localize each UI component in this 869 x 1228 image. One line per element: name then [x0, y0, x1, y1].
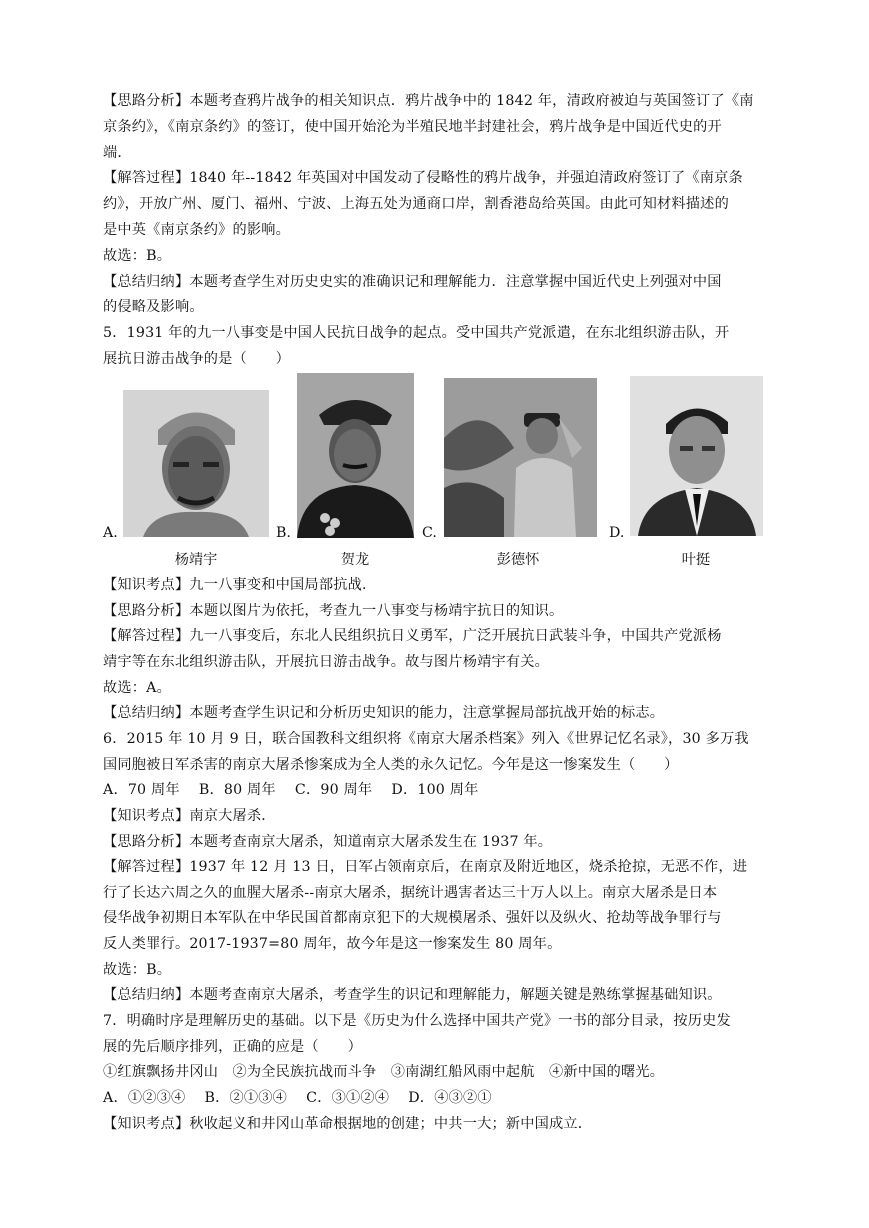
text-line: 约》，开放广州、厦门、福州、宁波、上海五处为通商口岸，割香港岛给英国。由此可知材料描述的	[103, 196, 729, 213]
text-line: 展抗日游击战争的是（ ）	[103, 351, 291, 367]
text-line: 行了长达六周之久的血腥大屠杀--南京大屠杀，据统计遇害者达三十万人以上。南京大屠杀是日本	[103, 884, 718, 901]
option-a-caption: 杨靖宇	[174, 552, 218, 568]
photo-c	[444, 378, 597, 537]
text-line: 是中英《南京条约》的影响。	[103, 222, 291, 238]
portrait-photo-icon	[630, 376, 763, 536]
text-line: 靖宇等在东北组织游击队，开展抗日游击战争。故与图片杨靖宇有关。	[103, 653, 550, 670]
text-line: 故选：B。	[103, 247, 172, 264]
text-line: 【思路分析】本题考查南京大屠杀，知道南京大屠杀发生在 1937 年。	[103, 833, 553, 850]
text-line: 侵华战争初期日本军队在中华民国首都南京犯下的大规模屠杀、强奸以及纵火、抢劫等战争罪行与	[103, 910, 722, 927]
text-line: 京条约》，《南京条约》的签订，使中国开始沦为半殖民地半封建社会，鸦片战争是中国近代史的开	[103, 118, 722, 135]
option-b-caption: 贺龙	[340, 552, 370, 568]
option-d-caption: 叶挺	[681, 552, 711, 568]
binoculars-photo-icon	[444, 378, 597, 537]
text-line: 6．2015 年 10 月 9 日，联合国教科文组织将《南京大屠杀档案》列入《世界记忆名录》，30 多万我	[103, 730, 749, 747]
text-line: 【总结归纳】本题考查学生识记和分析历史知识的能力，注意掌握局部抗战开始的标志。	[103, 705, 665, 722]
photo-d	[630, 376, 763, 536]
text-line: 【解答过程】九一八事变后，东北人民组织抗日义勇军，广泛开展抗日武装斗争，中国共产党派杨	[103, 628, 722, 645]
text-line: 【知识考点】南京大屠杀．	[103, 807, 276, 824]
text-line: ①红旗飘扬井冈山 ②为全民族抗战而斗争 ③南湖红船风雨中起航 ④新中国的曙光。	[103, 1064, 665, 1081]
option-b-letter: B.	[276, 525, 291, 541]
option-c-letter: C.	[422, 525, 437, 541]
text-line: 端．	[103, 144, 132, 161]
text-line: 国同胞被日军杀害的南京大屠杀惨案成为全人类的永久记忆。今年是这一惨案发生（ ）	[103, 756, 679, 773]
text-line: 故选：B。	[103, 961, 172, 978]
text-line: 反人类罪行。2017-1937=80 周年，故今年是这一惨案发生 80 周年。	[103, 936, 562, 953]
photo-b	[297, 373, 414, 538]
text-line: 【解答过程】1937 年 12 月 13 日，日军占领南京后，在南京及附近地区，烧杀抢掠，无恶不作，进	[103, 859, 748, 876]
option-d-letter: D.	[609, 525, 625, 541]
text-line: 故选：A。	[103, 679, 171, 696]
text-line: 【总结归纳】本题考查南京大屠杀，考查学生的识记和理解能力，解题关键是熟练掌握基础知识。	[103, 987, 722, 1004]
text-line: 展的先后顺序排列，正确的应是（ ）	[103, 1038, 362, 1055]
text-line: A．①②③④ B．②①③④ C．③①②④ D．④③②①	[103, 1090, 492, 1106]
text-line: 【解答过程】1840 年--1842 年英国对中国发动了侵略性的鸦片战争，并强迫清政府签订了《南京条	[103, 170, 743, 187]
text-line: 5．1931 年的九一八事变是中国人民抗日战争的起点。受中国共产党派遣，在东北组织游击队，开	[103, 325, 730, 342]
option-a-letter: A.	[103, 525, 118, 541]
text-line: 的侵略及影响。	[103, 299, 204, 316]
text-line: 【思路分析】本题考查鸦片战争的相关知识点．鸦片战争中的 1842 年，清政府被迫与英国签订了《南	[103, 93, 754, 109]
text-line: 【总结归纳】本题考查学生对历史史实的准确识记和理解能力．注意掌握中国近代史上列强对中国	[103, 273, 722, 290]
text-line: 【思路分析】本题以图片为依托，考查九一八事变与杨靖宇抗日的知识。	[103, 602, 564, 619]
portrait-photo-icon	[123, 390, 269, 537]
portrait-photo-icon	[297, 373, 414, 538]
text-line: 【知识考点】秋收起义和井冈山革命根据地的创建；中共一大；新中国成立．	[103, 1115, 593, 1132]
option-c-caption: 彭德怀	[496, 552, 540, 568]
text-line: 【知识考点】九一八事变和中国局部抗战．	[103, 577, 377, 593]
text-line: 7．明确时序是理解历史的基础。以下是《历史为什么选择中国共产党》一书的部分目录，按历史发	[103, 1013, 731, 1030]
photo-a	[123, 390, 269, 537]
text-line: A．70 周年 B．80 周年 C．90 周年 D．100 周年	[103, 782, 479, 799]
